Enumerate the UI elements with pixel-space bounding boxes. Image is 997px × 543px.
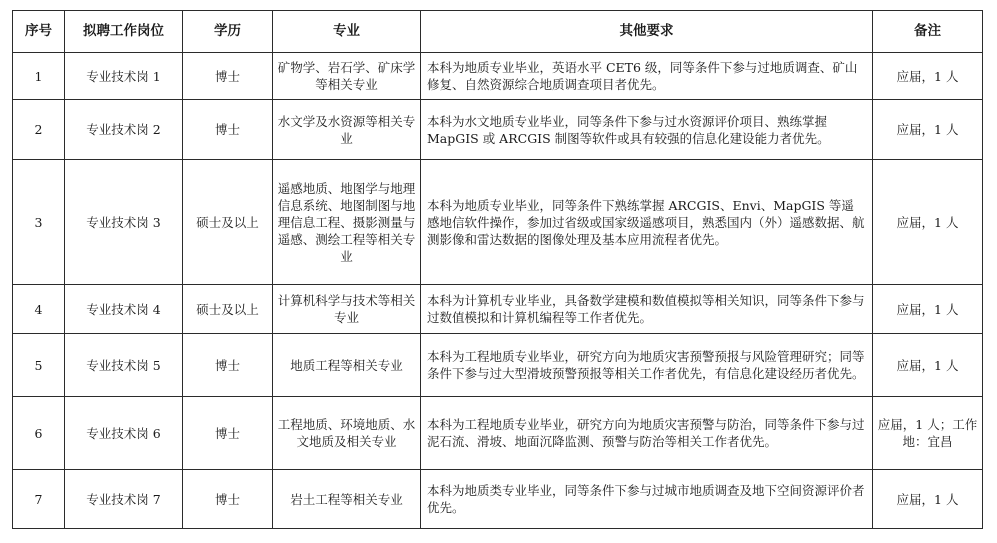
- cell-seq: 2: [13, 100, 65, 160]
- cell-requirements: 本科为水文地质专业毕业，同等条件下参与过水资源评价项目、熟练掌握 MapGIS 或 ARCGIS 制图等软件或具有较强的信息化建设能力者优先。: [421, 100, 873, 160]
- table-row: [13, 285, 983, 334]
- table-row: [13, 100, 983, 160]
- cell-education: 硕士及以上: [183, 285, 273, 334]
- cell-education: 博士: [183, 397, 273, 470]
- header-row: [13, 11, 983, 53]
- cell-major: 遥感地质、地图学与地理信息系统、地图制图与地理信息工程、摄影测量与遥感、测绘工程等相关专业: [273, 160, 421, 285]
- cell-major: 计算机科学与技术等相关专业: [273, 285, 421, 334]
- cell-major: 地质工程等相关专业: [273, 334, 421, 397]
- cell-requirements: 本科为工程地质专业毕业，研究方向为地质灾害预警预报与风险管理研究；同等条件下参与过大型滑坡预警预报等相关工作者优先，有信息化建设经历者优先。: [421, 334, 873, 397]
- cell-seq: 5: [13, 334, 65, 397]
- cell-remarks: 应届，1 人: [873, 334, 983, 397]
- cell-position: 专业技术岗 3: [65, 160, 183, 285]
- cell-remarks: 应届，1 人: [873, 100, 983, 160]
- cell-remarks: 应届，1 人: [873, 53, 983, 100]
- cell-requirements: 本科为地质类专业毕业，同等条件下参与过城市地质调查及地下空间资源评价者优先。: [421, 470, 873, 529]
- cell-position: 专业技术岗 1: [65, 53, 183, 100]
- cell-seq: 7: [13, 470, 65, 529]
- cell-position: 专业技术岗 2: [65, 100, 183, 160]
- cell-education: 硕士及以上: [183, 160, 273, 285]
- cell-seq: 4: [13, 285, 65, 334]
- header-seq: 序号: [13, 11, 65, 53]
- cell-seq: 1: [13, 53, 65, 100]
- table-row: [13, 397, 983, 470]
- cell-education: 博士: [183, 100, 273, 160]
- cell-requirements: 本科为计算机专业毕业，具备数学建模和数值模拟等相关知识，同等条件下参与过数值模拟和计算机编程等工作者优先。: [421, 285, 873, 334]
- recruitment-table: [12, 10, 983, 529]
- cell-remarks: 应届，1 人: [873, 160, 983, 285]
- cell-remarks: 应届，1 人: [873, 285, 983, 334]
- table-row: [13, 53, 983, 100]
- cell-education: 博士: [183, 334, 273, 397]
- cell-requirements: 本科为工程地质专业毕业，研究方向为地质灾害预警与防治，同等条件下参与过泥石流、滑坡、地面沉降监测、预警与防治等相关工作者优先。: [421, 397, 873, 470]
- cell-seq: 3: [13, 160, 65, 285]
- cell-education: 博士: [183, 53, 273, 100]
- cell-education: 博士: [183, 470, 273, 529]
- cell-requirements: 本科为地质专业毕业，同等条件下熟练掌握 ARCGIS、Envi、MapGIS 等遥感地信软件操作，参加过省级或国家级遥感项目，熟悉国内（外）遥感数据、航测影像和雷达数据的图像处理及基本应用流程者优先。: [421, 160, 873, 285]
- header-remarks: 备注: [873, 11, 983, 53]
- header-requirements: 其他要求: [421, 11, 873, 53]
- table-row: [13, 334, 983, 397]
- cell-requirements: 本科为地质专业毕业，英语水平 CET6 级，同等条件下参与过地质调查、矿山修复、自然资源综合地质调查项目者优先。: [421, 53, 873, 100]
- cell-major: 水文学及水资源等相关专业: [273, 100, 421, 160]
- cell-position: 专业技术岗 4: [65, 285, 183, 334]
- cell-remarks: 应届，1 人: [873, 470, 983, 529]
- cell-seq: 6: [13, 397, 65, 470]
- header-major: 专业: [273, 11, 421, 53]
- cell-position: 专业技术岗 5: [65, 334, 183, 397]
- table-row: [13, 470, 983, 529]
- cell-major: 工程地质、环境地质、水文地质及相关专业: [273, 397, 421, 470]
- cell-major: 矿物学、岩石学、矿床学等相关专业: [273, 53, 421, 100]
- cell-major: 岩土工程等相关专业: [273, 470, 421, 529]
- header-education: 学历: [183, 11, 273, 53]
- cell-position: 专业技术岗 6: [65, 397, 183, 470]
- table-row: [13, 160, 983, 285]
- cell-position: 专业技术岗 7: [65, 470, 183, 529]
- cell-remarks: 应届，1 人；工作地：宜昌: [873, 397, 983, 470]
- header-position: 拟聘工作岗位: [65, 11, 183, 53]
